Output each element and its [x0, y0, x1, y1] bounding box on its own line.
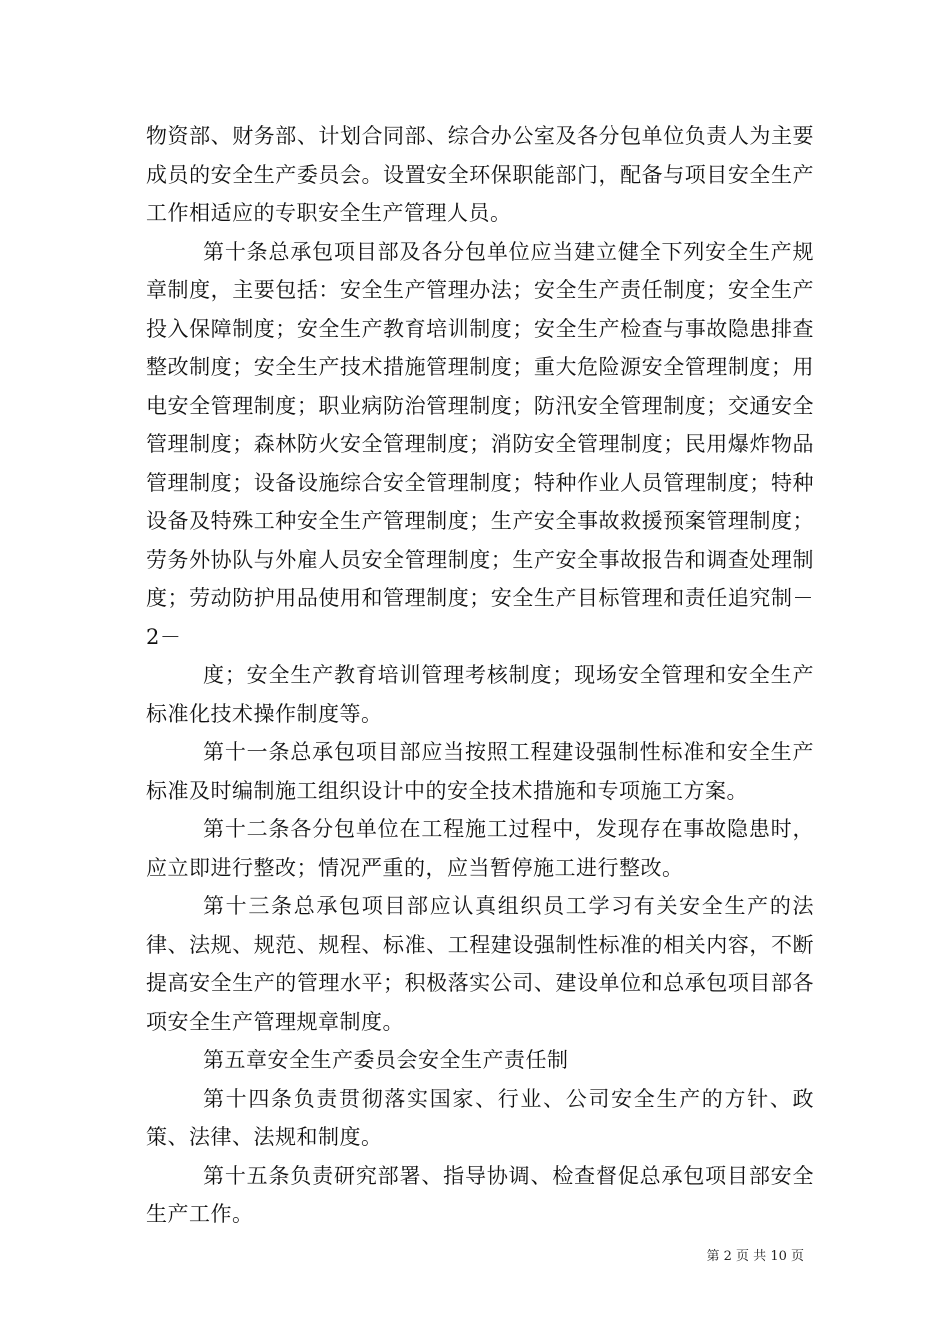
paragraph-article-13: 第十三条总承包项目部应认真组织员工学习有关安全生产的法律、法规、规范、规程、标准、工程建设强制性标准的相关内容，不断提高安全生产的管理水平；积极落实公司、建设单位和总承包项目部各项安全生产管理规章制度。: [146, 894, 814, 1034]
paragraph-article-10-continued: 度；安全生产教育培训管理考核制度；现场安全管理和安全生产标准化技术操作制度等。: [146, 663, 814, 726]
paragraph-continuation: 物资部、财务部、计划合同部、综合办公室及各分包单位负责人为主要成员的安全生产委员会。设置安全环保职能部门，配备与项目安全生产工作相适应的专职安全生产管理人员。: [146, 124, 814, 225]
page-number: 第 2 页 共 10 页: [706, 1249, 804, 1264]
document-body: [146, 117, 814, 1234]
paragraph-article-11: 第十一条总承包项目部应当按照工程建设强制性标准和安全生产标准及时编制施工组织设计中的安全技术措施和专项施工方案。: [146, 740, 814, 803]
chapter-heading: 第五章安全生产委员会安全生产责任制: [203, 1048, 569, 1072]
paragraph-article-14: 第十四条负责贯彻落实国家、行业、公司安全生产的方针、政策、法律、法规和制度。: [146, 1086, 814, 1149]
paragraph-article-10: 第十条总承包项目部及各分包单位应当建立健全下列安全生产规章制度，主要包括：安全生产管理办法；安全生产责任制度；安全生产投入保障制度；安全生产教育培训制度；安全生产检查与事故隐患排查整改制度；安全生产技术措施管理制度；重大危险源安全管理制度；用电安全管理制度；职业病防治管理制度；防汛安全管理制度；交通安全管理制度；森林防火安全管理制度；消防安全管理制度；民用爆炸物品管理制度；设备设施综合安全管理制度；特种作业人员管理制度；特种设备及特殊工种安全生产管理制度；生产安全事故救援预案管理制度；劳务外协队与外雇人员安全管理制度；生产安全事故报告和调查处理制度；劳动防护用品使用和管理制度；安全生产目标管理和责任追究制－2－: [146, 239, 814, 649]
paragraph-article-12: 第十二条各分包单位在工程施工过程中，发现存在事故隐患时，应立即进行整改；情况严重的，应当暂停施工进行整改。: [146, 817, 814, 880]
paragraph-article-15: 第十五条负责研究部署、指导协调、检查督促总承包项目部安全生产工作。: [146, 1163, 814, 1226]
